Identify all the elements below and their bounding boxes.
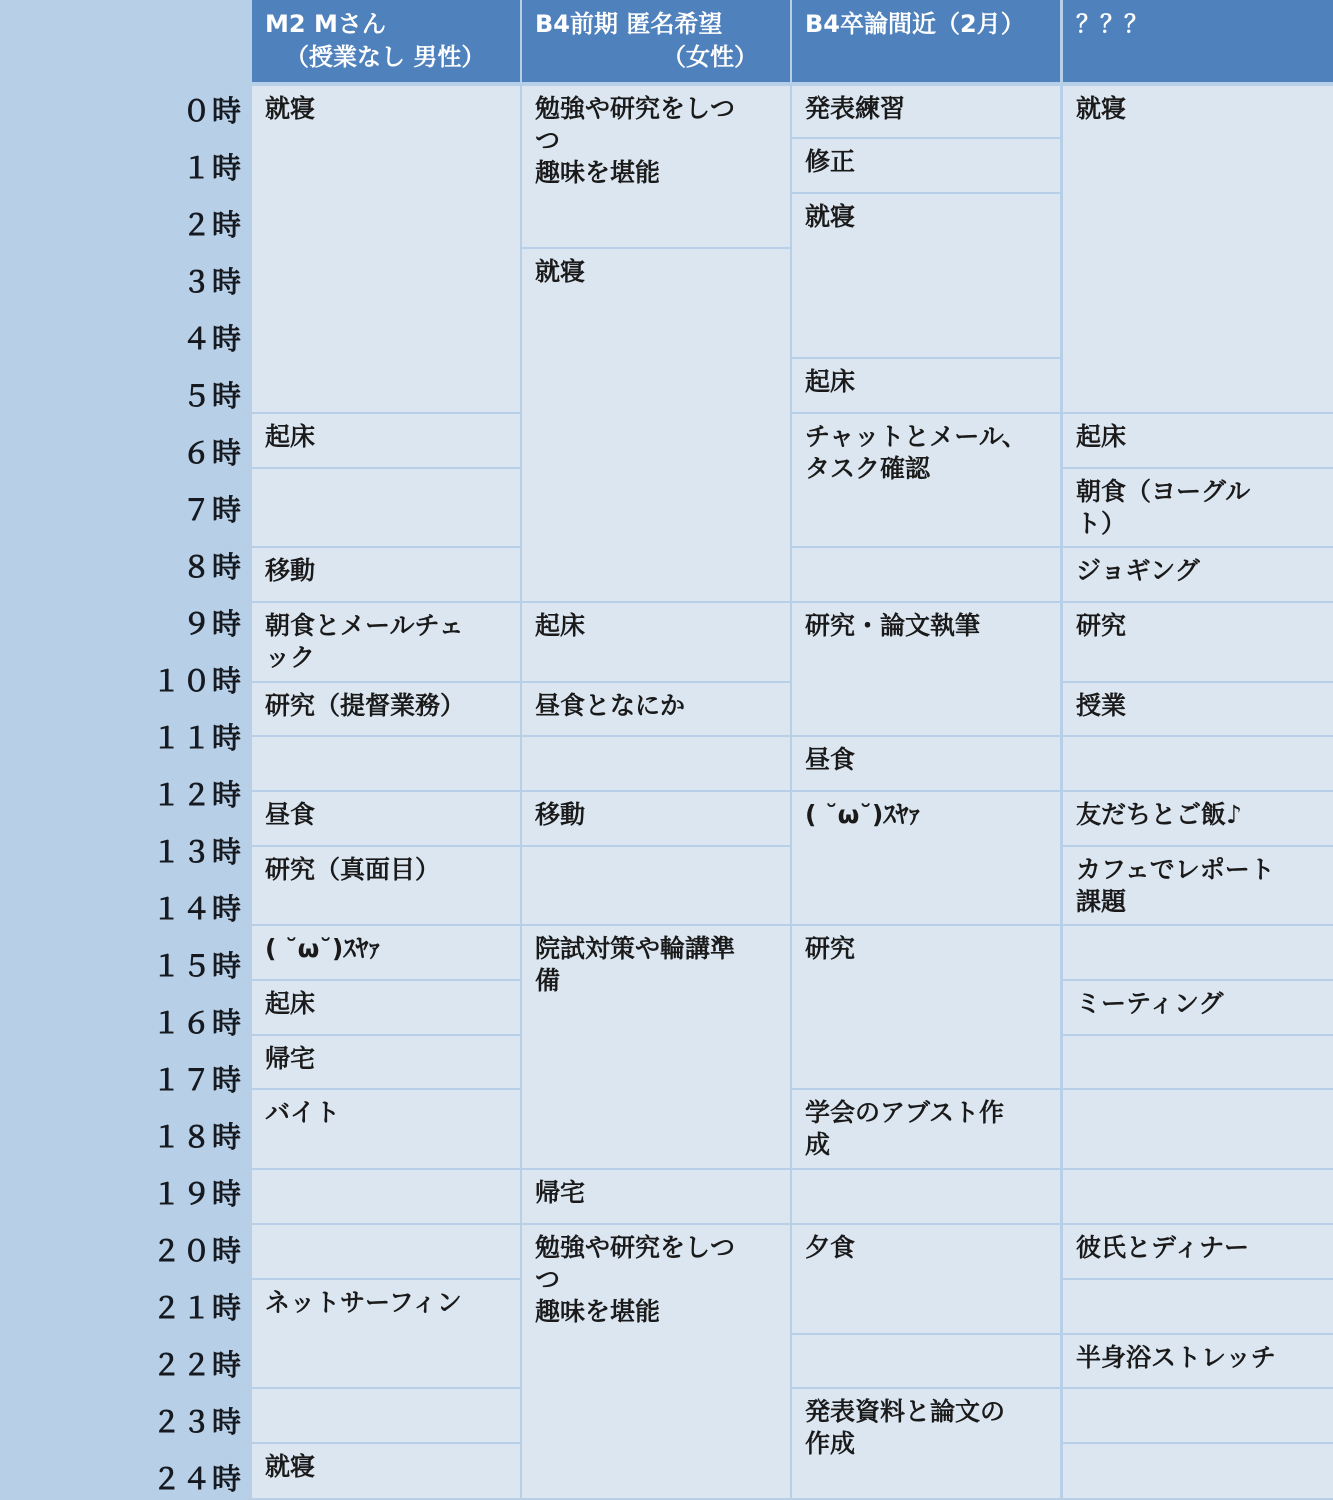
hour-label: １８時 — [151, 1120, 242, 1154]
column-header-title: B4卒論間近（2月） — [805, 10, 1025, 38]
hour-label: １３時 — [151, 835, 242, 869]
schedule-cell — [1063, 1389, 1333, 1442]
schedule-cell — [1063, 1036, 1333, 1088]
schedule-cell: 院試対策や輪講準 備 — [522, 926, 790, 1168]
hour-label: ２２時 — [151, 1348, 242, 1382]
column-header-4 — [1063, 0, 1333, 82]
hour-label: ２３時 — [151, 1405, 242, 1439]
hour-label: ９時 — [181, 607, 242, 641]
schedule-cell: 起床 — [252, 981, 520, 1034]
hour-label: １２時 — [151, 778, 242, 812]
schedule-cell: 帰宅 — [252, 1036, 520, 1088]
schedule-cell: ( ˘ω˘)ｽﾔｧ — [792, 792, 1060, 924]
schedule-cell — [522, 847, 790, 924]
schedule-cell: 研究（真面目） — [252, 847, 520, 924]
schedule-cell: 起床 — [522, 603, 790, 681]
schedule-cell — [252, 1170, 520, 1223]
column-header-subtitle: （授業なし 男性） — [285, 43, 486, 71]
schedule-cell: 夕食 — [792, 1225, 1060, 1333]
hour-label: ４時 — [181, 322, 242, 356]
hour-label: １時 — [181, 151, 242, 185]
schedule-cell: バイト — [252, 1090, 520, 1168]
schedule-cell: 修正 — [792, 139, 1060, 192]
column-header-title: B4前期 匿名希望 — [535, 10, 723, 38]
schedule-cell: 授業 — [1063, 683, 1333, 735]
schedule-cell: 学会のアブスト作 成 — [792, 1090, 1060, 1168]
schedule-cell — [1063, 737, 1333, 790]
schedule-cell — [1063, 1444, 1333, 1498]
schedule-cell: カフェでレポート 課題 — [1063, 847, 1333, 924]
schedule-cell: 移動 — [252, 548, 520, 601]
schedule-cell: チャットとメール、 タスク確認 — [792, 414, 1060, 546]
schedule-cell: 友だちとご飯♪ — [1063, 792, 1333, 845]
schedule-cell: 昼食 — [252, 792, 520, 845]
schedule-cell: 就寝 — [1063, 86, 1333, 412]
hour-label: ２時 — [181, 208, 242, 242]
column-header-title: ？？？ — [1076, 10, 1148, 38]
schedule-cell: 起床 — [252, 414, 520, 467]
schedule-cell: ミーティング — [1063, 981, 1333, 1034]
column-header-2 — [522, 0, 790, 82]
schedule-cell: 昼食となにか — [522, 683, 790, 735]
schedule-cell — [252, 469, 520, 546]
schedule-cell: 研究・論文執筆 — [792, 603, 1060, 735]
hour-label: １６時 — [151, 1006, 242, 1040]
schedule-cell — [792, 1335, 1060, 1387]
hour-label: １０時 — [151, 664, 242, 698]
schedule-cell: ジョギング — [1063, 548, 1333, 601]
schedule-cell: 移動 — [522, 792, 790, 845]
schedule-cell — [792, 548, 1060, 601]
schedule-cell: 研究（提督業務） — [252, 683, 520, 735]
hour-label: １７時 — [151, 1063, 242, 1097]
column-header-1 — [252, 0, 520, 82]
hour-label: ５時 — [181, 379, 242, 413]
schedule-cell: 研究 — [792, 926, 1060, 1088]
schedule-cell — [1063, 1280, 1333, 1333]
hour-label: １５時 — [151, 949, 242, 983]
schedule-cell: 発表練習 — [792, 86, 1060, 137]
column-header-3 — [792, 0, 1060, 82]
hour-label: ２４時 — [151, 1462, 242, 1496]
schedule-cell: 起床 — [792, 359, 1060, 412]
schedule-cell — [792, 1170, 1060, 1223]
schedule-cell: 就寝 — [792, 194, 1060, 357]
hour-label: ８時 — [181, 550, 242, 584]
schedule-cell — [252, 1389, 520, 1442]
schedule-cell: 起床 — [1063, 414, 1333, 467]
schedule-cell: 帰宅 — [522, 1170, 790, 1223]
schedule-cell: 研究 — [1063, 603, 1333, 681]
hour-label: １１時 — [151, 721, 242, 755]
schedule-cell: 勉強や研究をしつ つ 趣味を堪能 — [522, 1225, 790, 1498]
schedule-cell: 半身浴ストレッチ — [1063, 1335, 1333, 1387]
hour-label: ２１時 — [151, 1291, 242, 1325]
schedule-cell: 朝食（ヨーグル ト） — [1063, 469, 1333, 546]
schedule-cell: 就寝 — [252, 1444, 520, 1498]
column-header-subtitle: （女性） — [662, 43, 758, 71]
hour-label: １９時 — [151, 1177, 242, 1211]
schedule-cell: 発表資料と論文の 作成 — [792, 1389, 1060, 1498]
hour-label: １４時 — [151, 892, 242, 926]
schedule-cell: ( ˘ω˘)ｽﾔｧ — [252, 926, 520, 979]
hour-label: ３時 — [181, 265, 242, 299]
schedule-cell — [1063, 1170, 1333, 1223]
hour-label: ２０時 — [151, 1234, 242, 1268]
schedule-cell: 昼食 — [792, 737, 1060, 790]
schedule-cell — [252, 1225, 520, 1278]
schedule-cell: 勉強や研究をしつ つ 趣味を堪能 — [522, 86, 790, 247]
hour-label: ０時 — [181, 94, 242, 128]
hour-label: ６時 — [181, 436, 242, 470]
hour-labels — [0, 84, 252, 1500]
schedule-cell — [1063, 926, 1333, 979]
schedule-cell — [252, 737, 520, 790]
schedule-cell: ネットサーフィン — [252, 1280, 520, 1387]
column-header-title: M2 Mさん — [265, 10, 386, 38]
schedule-cell: 朝食とメールチェ ック — [252, 603, 520, 681]
schedule-cell: 就寝 — [252, 86, 520, 412]
schedule-cell — [522, 737, 790, 790]
schedule-cell — [1063, 1090, 1333, 1168]
schedule-cell: 就寝 — [522, 249, 790, 601]
schedule-cell: 彼氏とディナー — [1063, 1225, 1333, 1278]
hour-label: ７時 — [181, 493, 242, 527]
